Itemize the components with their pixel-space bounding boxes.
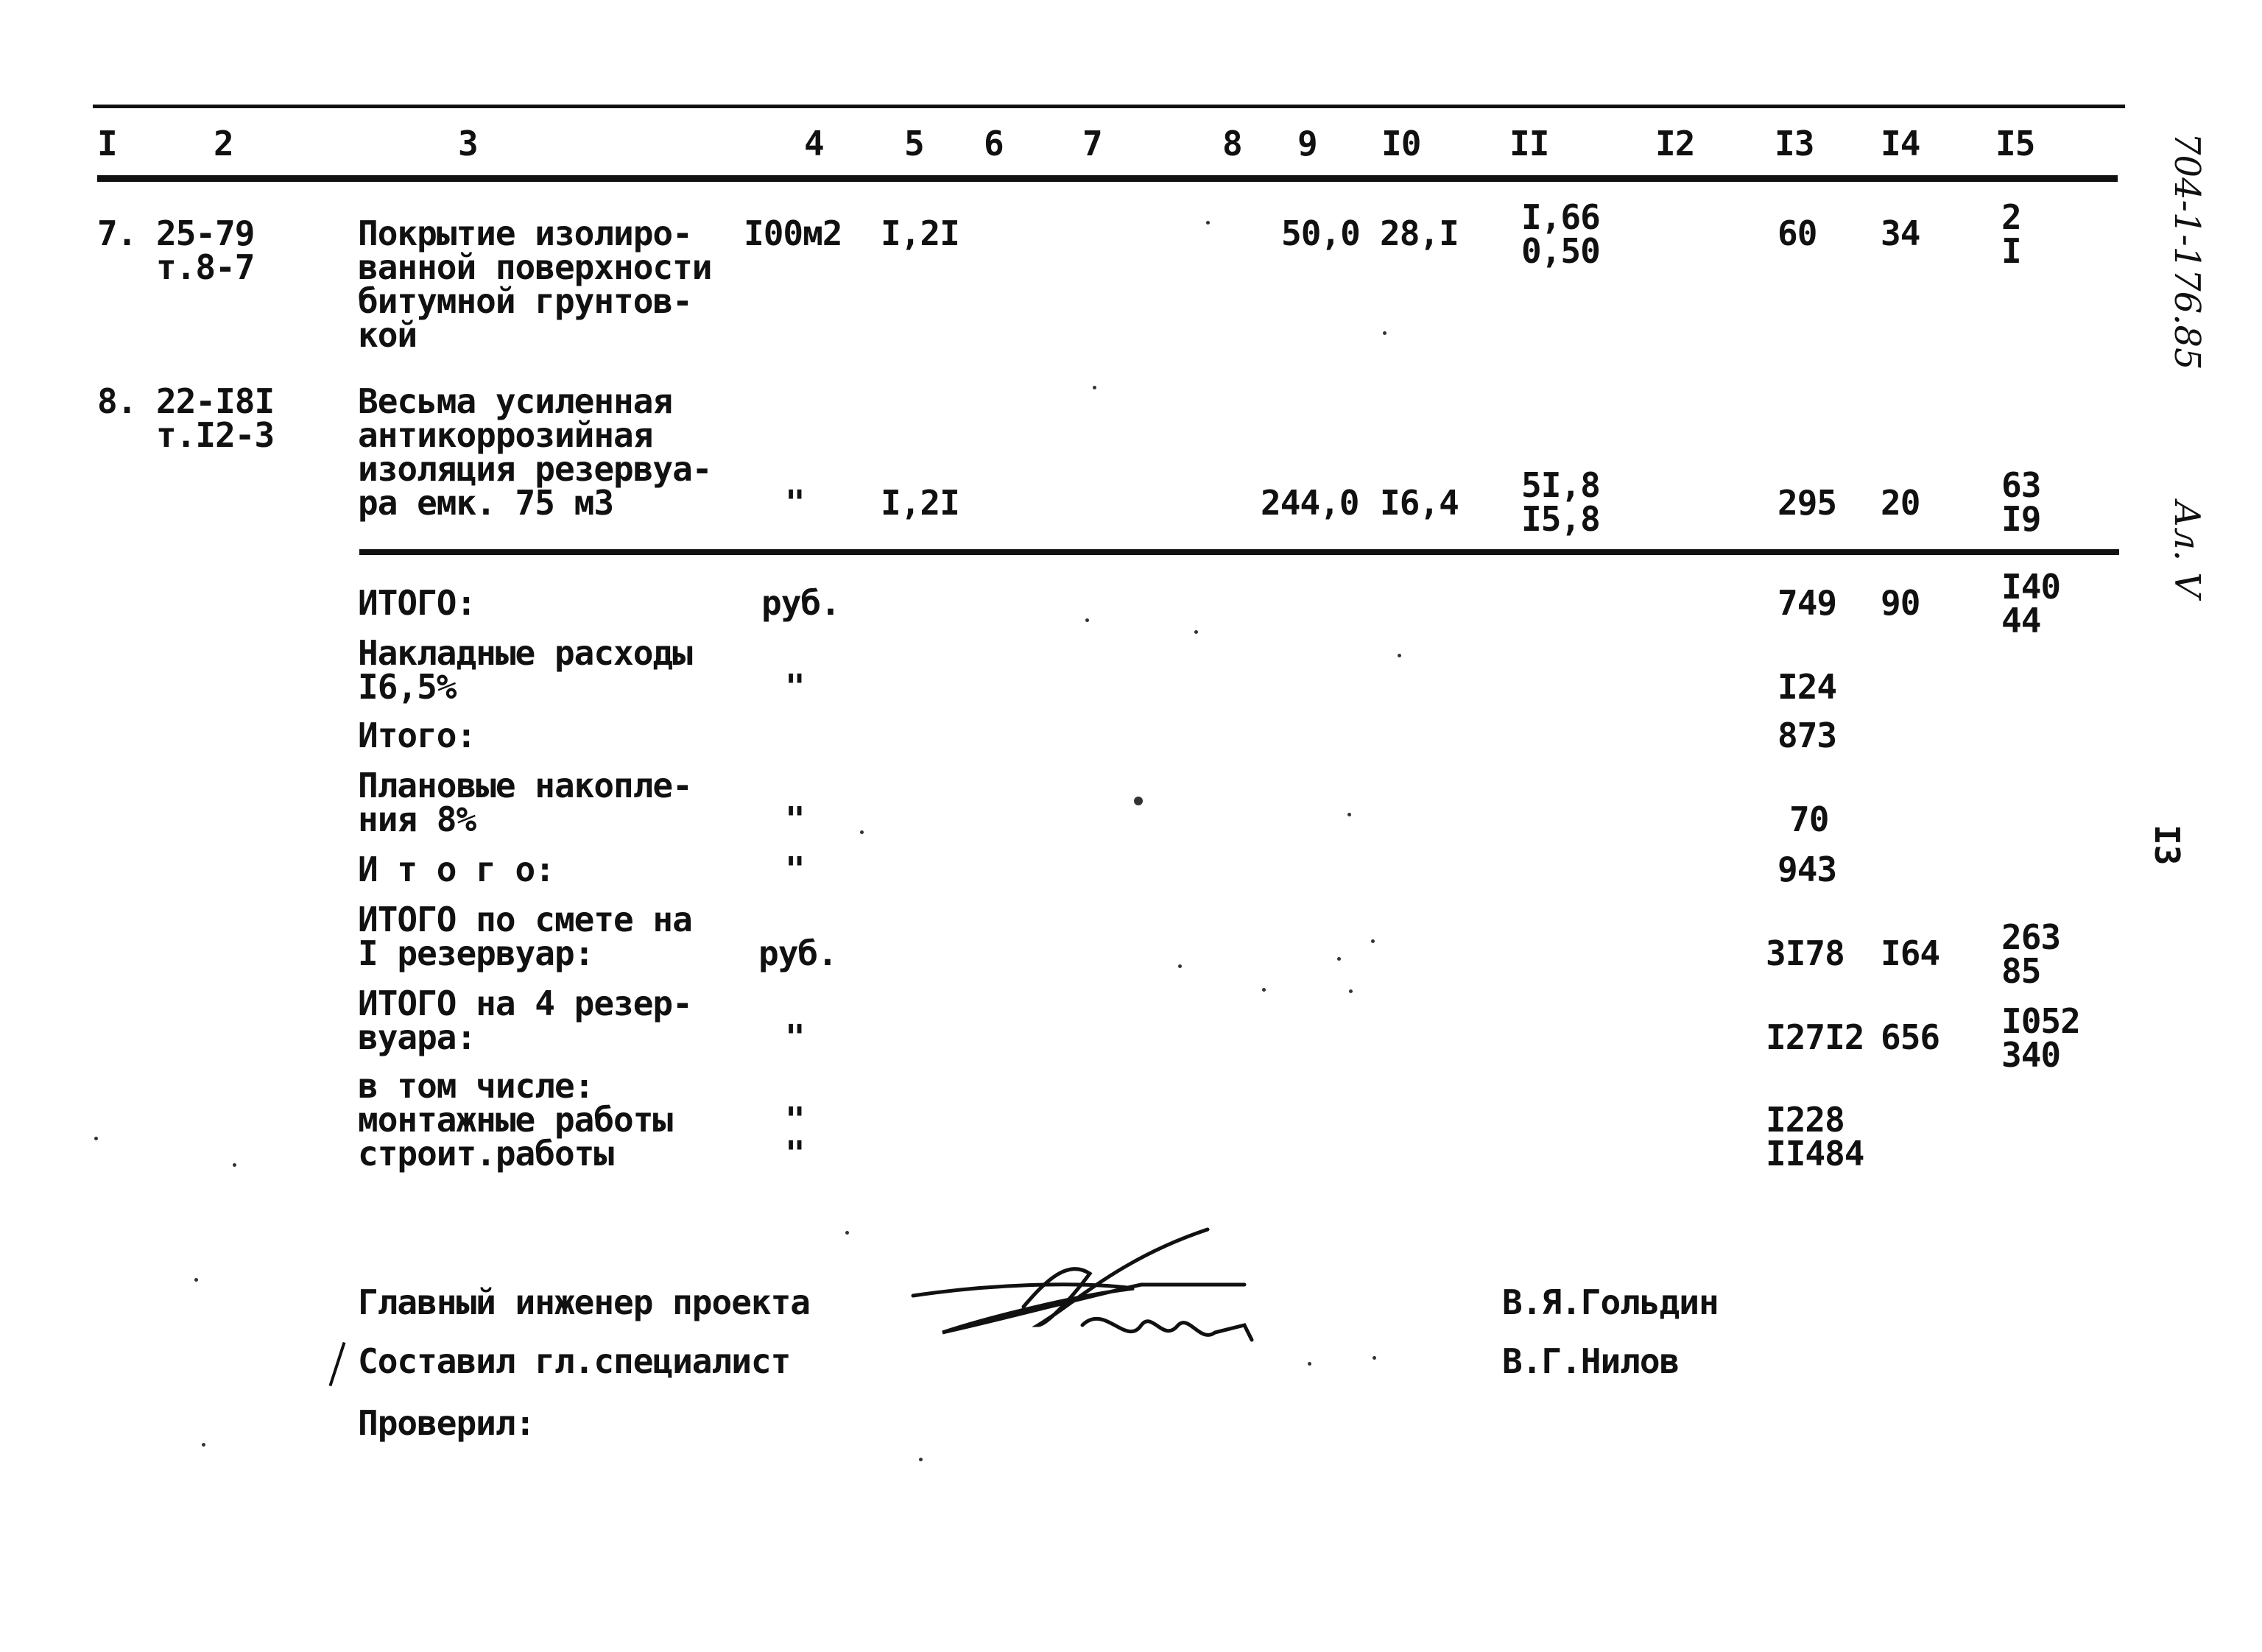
- col-header-7: 7: [1082, 124, 1102, 163]
- compiled-by-title: Составил гл.специалист: [358, 1341, 791, 1381]
- document-code: 704-1-176.85: [2166, 133, 2208, 370]
- scan-speck: [194, 1278, 198, 1282]
- total-col14: 90: [1881, 583, 1920, 623]
- col-header-13: I3: [1775, 124, 1814, 163]
- scan-speck: [1262, 988, 1266, 992]
- total-unit: ": [785, 799, 805, 839]
- scan-speck: [1093, 386, 1096, 389]
- row-col13: 295: [1777, 483, 1837, 523]
- scan-speck: [94, 1137, 98, 1140]
- scan-speck: [202, 1443, 205, 1447]
- scan-speck: [845, 1231, 849, 1235]
- scan-speck: [233, 1163, 236, 1167]
- total-label: ИТОГО на 4 резер- вуара:: [358, 984, 692, 1057]
- total-col13: I24: [1777, 667, 1837, 707]
- scan-speck: [860, 830, 864, 834]
- total-label: ИТОГО:: [358, 583, 476, 623]
- col-header-3: 3: [458, 124, 478, 163]
- total-col14: I64: [1881, 933, 1940, 973]
- row-quantity: I,2I: [881, 483, 959, 523]
- top-rule: [93, 105, 2125, 108]
- total-unit: ": [785, 1017, 805, 1057]
- col-header-5: 5: [904, 124, 924, 163]
- row-col14: 34: [1881, 213, 1920, 253]
- row-number: 7.: [97, 213, 137, 253]
- row-code: 25-79 т.8-7: [156, 213, 255, 287]
- scan-speck: [1371, 939, 1375, 943]
- row-number: 8.: [97, 381, 137, 421]
- row-col10: 28,I: [1380, 213, 1459, 253]
- row-col9: 50,0: [1281, 213, 1360, 253]
- total-col13: 943: [1777, 850, 1837, 889]
- total-col15: I40 44: [2001, 567, 2061, 640]
- row-col15: 2 I: [2001, 197, 2021, 271]
- total-unit: " ": [785, 1100, 805, 1173]
- total-label: Плановые накопле- ния 8%: [358, 766, 692, 839]
- col-header-9: 9: [1297, 124, 1317, 163]
- total-col13: 749: [1777, 583, 1837, 623]
- row-unit: I00м2: [744, 213, 842, 253]
- total-unit: ": [785, 667, 805, 707]
- total-label: в том числе: монтажные работы строит.работы: [358, 1066, 673, 1173]
- compiled-by-name: В.Г.Нилов: [1502, 1341, 1680, 1381]
- total-col13: 3I78: [1766, 933, 1845, 973]
- total-col15: 263 85: [2001, 917, 2061, 991]
- scan-speck: [1337, 957, 1341, 961]
- row-col11: 5I,8 I5,8: [1521, 465, 1600, 539]
- row-name: Покрытие изолиро- ванной поверхности битумной грунтов- кой: [358, 213, 712, 355]
- scan-speck: [1308, 1362, 1311, 1366]
- row-code: 22-I8I т.I2-3: [156, 381, 275, 455]
- total-label: Итого:: [358, 716, 476, 755]
- row-col15: 63 I9: [2001, 465, 2041, 539]
- total-unit: ": [785, 850, 805, 889]
- scan-speck: [1194, 630, 1198, 634]
- total-label: Накладные расходы I6,5%: [358, 633, 692, 707]
- header-rule: [97, 175, 2118, 182]
- col-header-2: 2: [214, 124, 233, 163]
- handwritten-signature: [898, 1215, 1281, 1406]
- pen-slash-mark: [329, 1342, 346, 1386]
- total-col13: I27I2: [1766, 1017, 1864, 1057]
- total-unit: руб.: [761, 583, 840, 623]
- scan-speck: [1373, 1356, 1376, 1360]
- col-header-10: I0: [1381, 124, 1421, 163]
- scan-speck: [919, 1458, 923, 1461]
- scan-speck: [1398, 654, 1401, 657]
- col-header-12: I2: [1655, 124, 1695, 163]
- row-unit: ": [785, 483, 805, 523]
- row-name: Весьма усиленная антикоррозийная изоляция резервуа- ра емк. 75 м3: [358, 381, 712, 523]
- col-header-14: I4: [1881, 124, 1920, 163]
- chief-engineer-name: В.Я.Гольдин: [1502, 1282, 1719, 1322]
- page-number: I3: [2147, 825, 2187, 866]
- row-col14: 20: [1881, 483, 1920, 523]
- total-col13: 873: [1777, 716, 1837, 755]
- scan-speck: [1347, 813, 1351, 816]
- scan-speck: [1349, 989, 1353, 993]
- row-col13: 60: [1777, 213, 1817, 253]
- row-col9: 244,0: [1261, 483, 1359, 523]
- col-header-15: I5: [1995, 124, 2035, 163]
- checked-by-title: Проверил:: [358, 1403, 535, 1443]
- col-header-8: 8: [1222, 124, 1242, 163]
- totals-rule: [359, 549, 2119, 555]
- total-col14: 656: [1881, 1017, 1940, 1057]
- row-col10: I6,4: [1380, 483, 1459, 523]
- scan-speck: [1134, 797, 1143, 805]
- total-unit: руб.: [758, 933, 837, 973]
- col-header-6: 6: [984, 124, 1004, 163]
- total-col13: I228 II484: [1766, 1100, 1864, 1173]
- row-col11: I,66 0,50: [1521, 197, 1600, 271]
- album-label: Ал. V: [2166, 501, 2208, 599]
- total-col13: 70: [1789, 799, 1829, 839]
- total-label: ИТОГО по смете на I резервуар:: [358, 900, 692, 973]
- total-label: И т о г о:: [358, 850, 554, 889]
- scan-speck: [1085, 618, 1089, 622]
- col-header-4: 4: [804, 124, 824, 163]
- col-header-1: I: [97, 124, 117, 163]
- chief-engineer-title: Главный инженер проекта: [358, 1282, 810, 1322]
- col-header-11: II: [1509, 124, 1549, 163]
- total-col15: I052 340: [2001, 1001, 2080, 1075]
- scan-speck: [1178, 964, 1182, 968]
- scan-speck: [1383, 331, 1387, 335]
- row-quantity: I,2I: [881, 213, 959, 253]
- scan-speck: [1206, 221, 1210, 225]
